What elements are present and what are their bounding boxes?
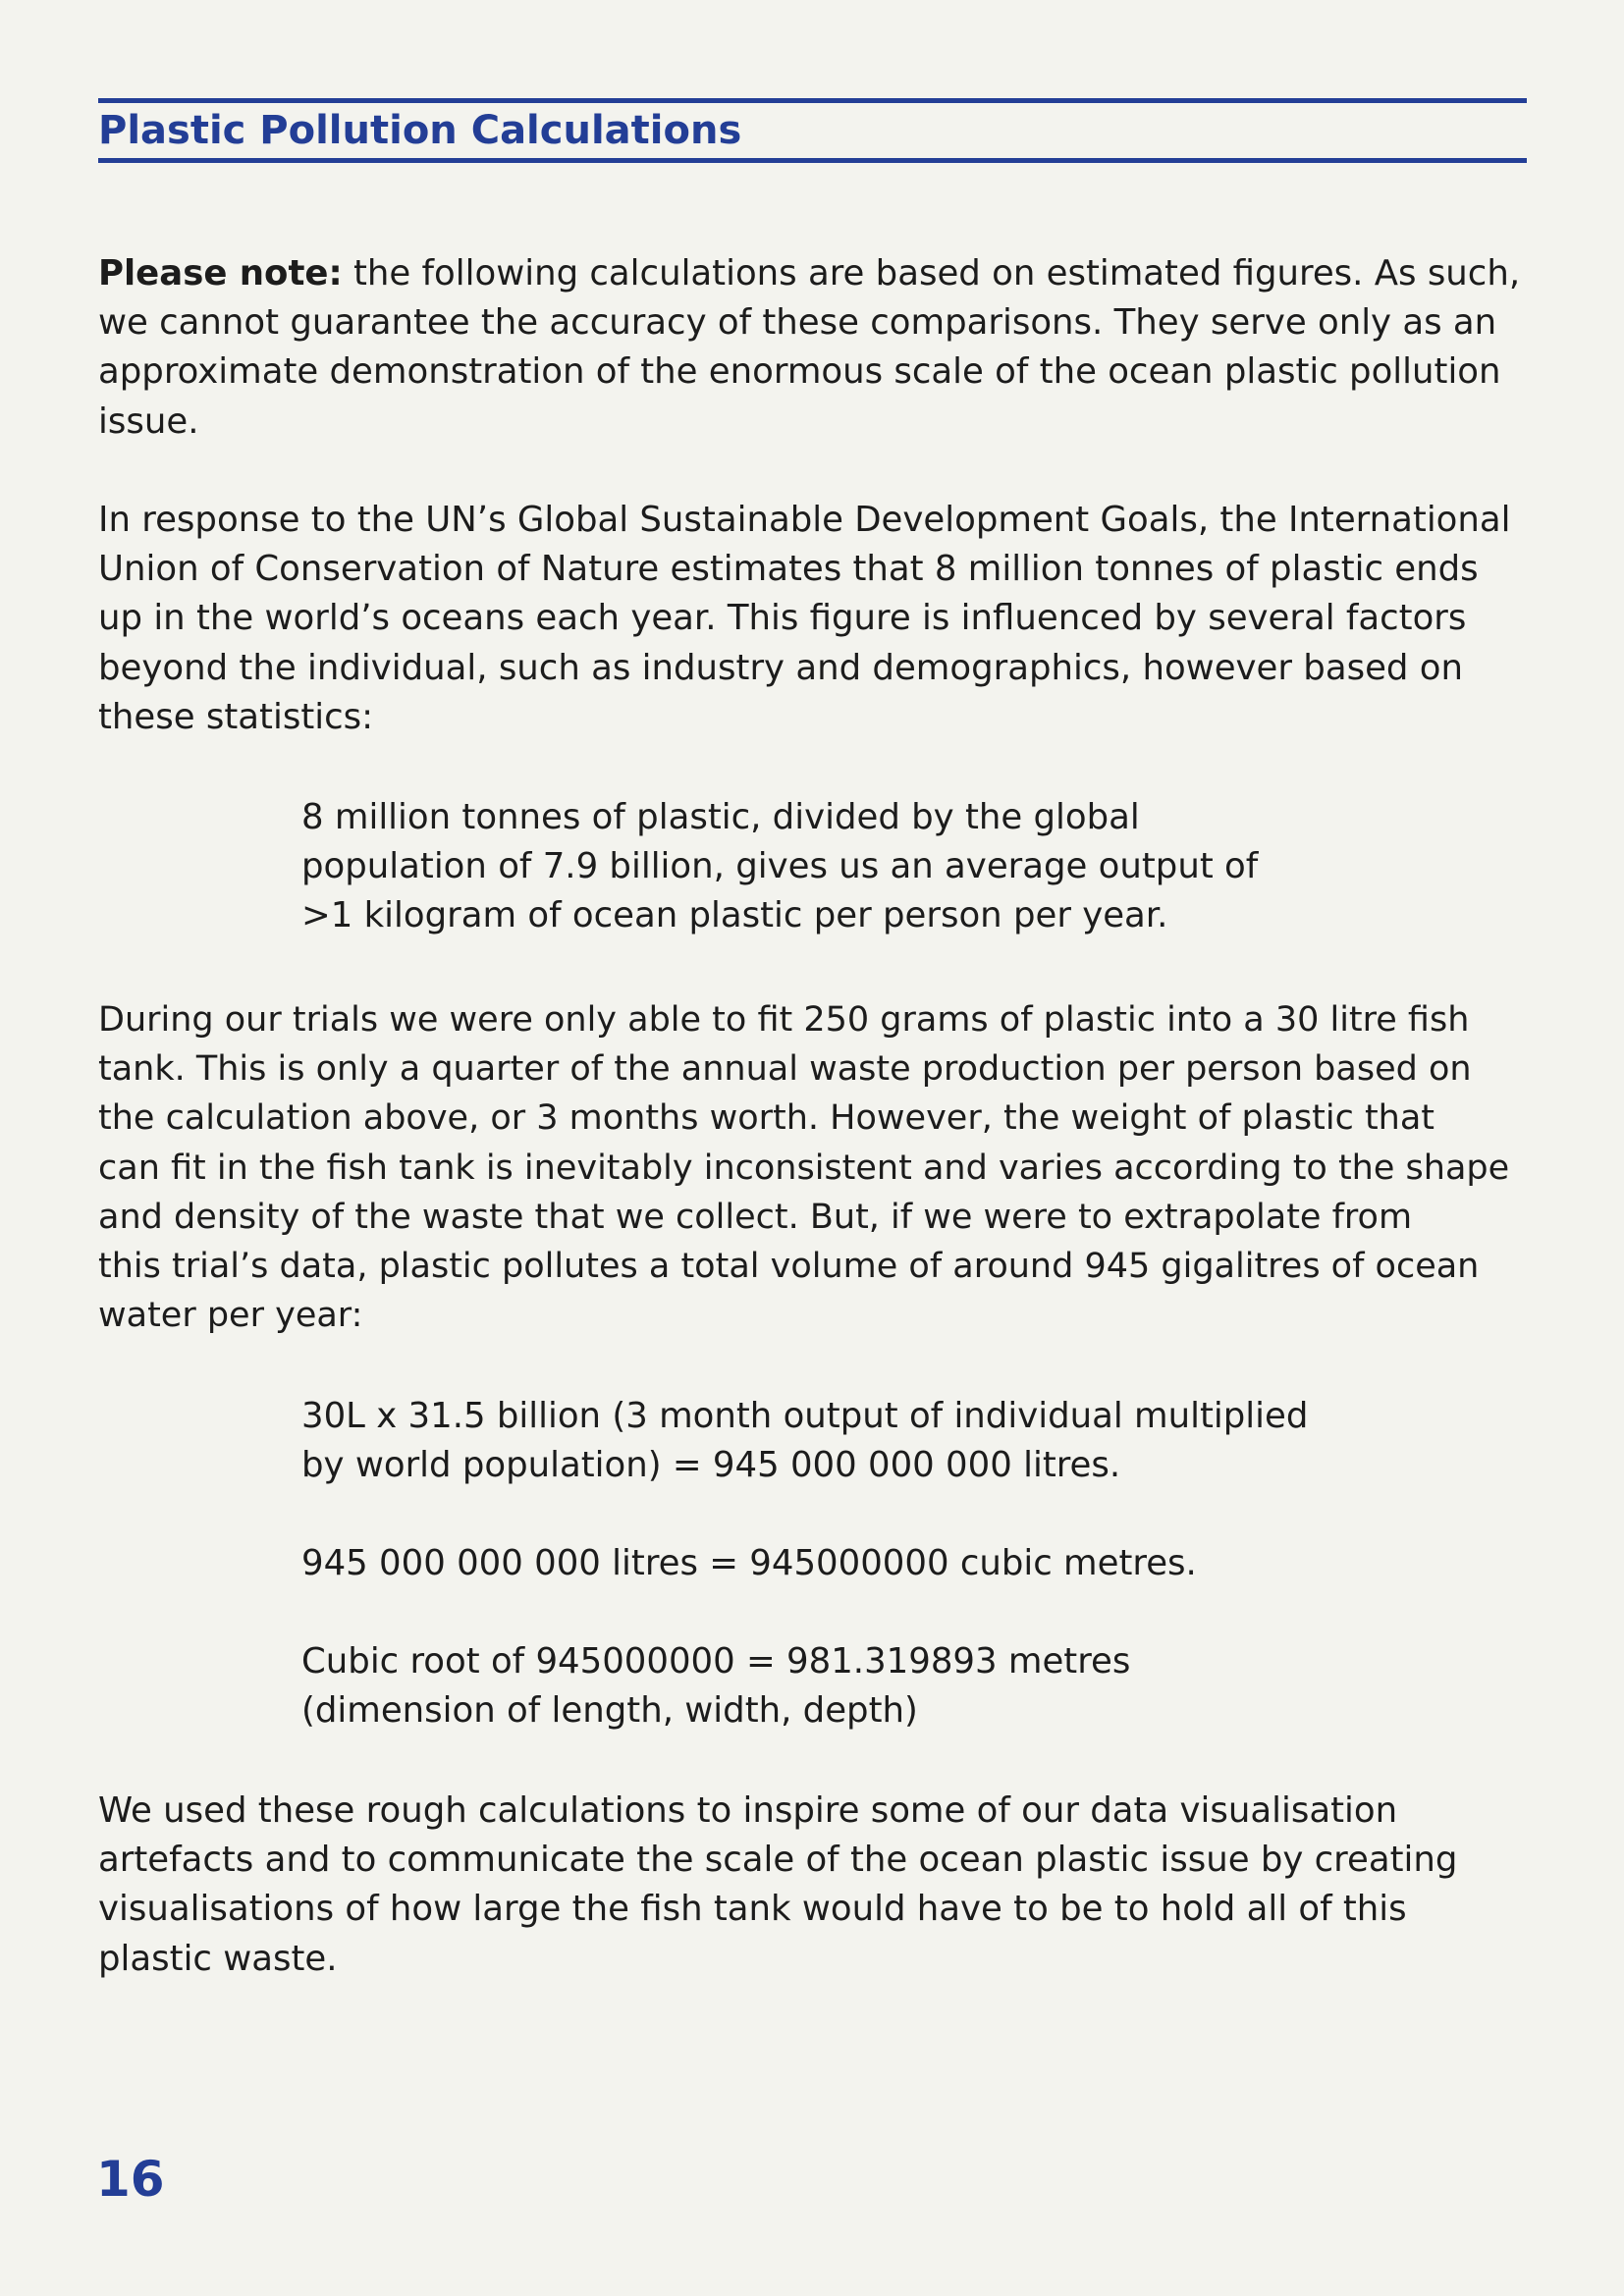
calculation-cubic-metres: [301, 1539, 1197, 1588]
calculation-line: >1 kilogram of ocean plastic per person per year.: [301, 895, 1168, 936]
calculation-line: 30L x 31.5 billion (3 month output of individual multiplied: [301, 1396, 1309, 1436]
paragraph-line: and density of the waste that we collect. But, if we were to extrapolate from: [98, 1197, 1413, 1237]
page-number: 16: [96, 2151, 165, 2208]
paragraph-line: can fit in the fish tank is inevitably inconsistent and varies according to the shape: [98, 1148, 1510, 1188]
paragraph-line: approximate demonstration of the enormous scale of the ocean plastic pollution: [98, 351, 1501, 393]
paragraph-line: We used these rough calculations to inspire some of our data visualisation: [98, 1790, 1398, 1831]
paragraph-line: water per year:: [98, 1296, 363, 1336]
paragraph-line: plastic waste.: [98, 1938, 338, 1979]
calculation-volume: [301, 1392, 1308, 1490]
calculation-line: by world population) = 945 000 000 000 litres.: [301, 1445, 1121, 1486]
calculation-per-person: [301, 793, 1258, 941]
calculation-line: 8 million tonnes of plastic, divided by the global: [301, 797, 1140, 837]
paragraph-line: artefacts and to communicate the scale of the ocean plastic issue by creating: [98, 1840, 1458, 1881]
page-title: Plastic Pollution Calculations: [98, 108, 742, 153]
paragraph-line: During our trials we were only able to fit 250 grams of plastic into a 30 litre fish: [98, 1000, 1470, 1040]
trials-paragraph: [98, 995, 1509, 1340]
paragraph-line: tank. This is only a quarter of the annual waste production per person based on: [98, 1049, 1472, 1090]
note-lead: Please note:: [98, 253, 343, 294]
paragraph-line: we cannot guarantee the accuracy of these comparisons. They serve only as an: [98, 302, 1497, 344]
paragraph-line: the calculation above, or 3 months worth. However, the weight of plastic that: [98, 1098, 1435, 1139]
calculation-cubic-root: [301, 1637, 1130, 1735]
paragraph-line: these statistics:: [98, 696, 374, 737]
paragraph-line: this trial’s data, plastic pollutes a total volume of around 945 gigalitres of ocean: [98, 1247, 1480, 1287]
calculation-line: Cubic root of 945000000 = 981.319893 metres: [301, 1641, 1131, 1682]
intro-paragraph: [98, 496, 1511, 742]
calculation-line: (dimension of length, width, depth): [301, 1690, 918, 1732]
calculation-line: population of 7.9 billion, gives us an average output of: [301, 846, 1259, 887]
paragraph-line: beyond the individual, such as industry and demographics, however based on: [98, 647, 1463, 688]
paragraph-line: issue.: [98, 400, 199, 442]
note-paragraph: [98, 249, 1520, 447]
paragraph-line: visualisations of how large the fish tank would have to be to hold all of this: [98, 1889, 1407, 1930]
paragraph-line: Union of Conservation of Nature estimates that 8 million tonnes of plastic ends: [98, 549, 1479, 590]
paragraph-line: up in the world’s oceans each year. This figure is influenced by several factors: [98, 598, 1467, 639]
title-rule-bottom: [98, 158, 1527, 163]
note-line-rest: the following calculations are based on estimated figures. As such,: [342, 253, 1521, 294]
title-rule-top: [98, 98, 1527, 103]
paragraph-line: In response to the UN’s Global Sustainable Development Goals, the International: [98, 500, 1511, 540]
calculation-line: 945 000 000 000 litres = 945000000 cubic metres.: [301, 1543, 1197, 1583]
conclusion-paragraph: [98, 1787, 1457, 1984]
note-first-line: [98, 249, 1520, 298]
